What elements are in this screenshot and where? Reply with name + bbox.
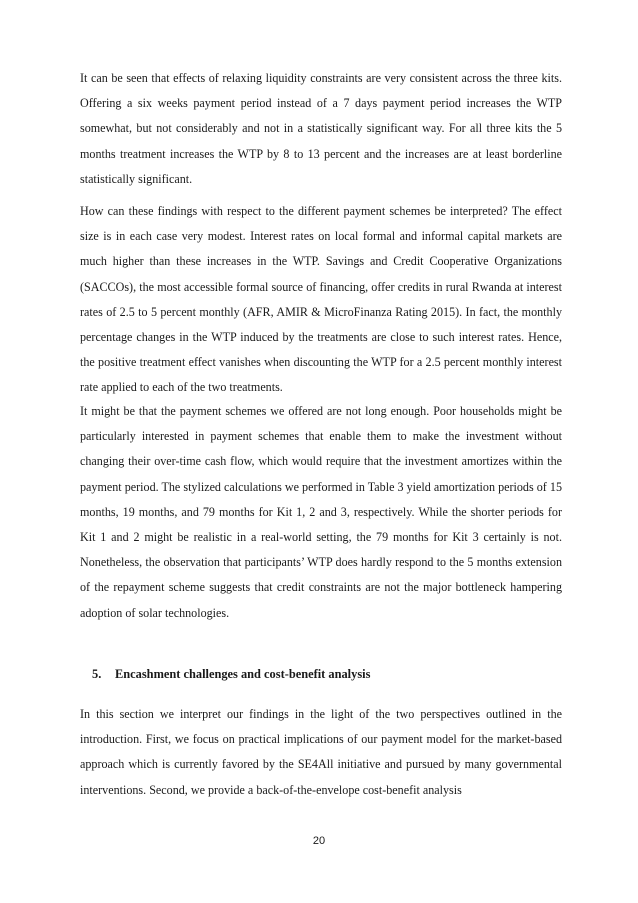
section-title: Encashment challenges and cost-benefit analysis <box>115 667 371 681</box>
page-number: 20 <box>312 835 326 847</box>
section-heading <box>92 662 370 687</box>
body-paragraph-payment-schemes: It might be that the payment schemes we offered are not long enough. Poor households might be particularly interested in payment schemes that enable them to make the investment without changing their over-time cash flow, which would require that the investment amortizes within the payment period. The stylized calculations we performed in Table 3 yield amortization periods of 15 months, 19 months, and 79 months for Kit 1, 2 and 3, respectively. While the shorter periods for Kit 1 and 2 might be realistic in a real-world setting, the 79 months for Kit 3 certainly is not. Nonetheless, the observation that participants’ WTP does hardly respond to the 5 months extension of the repayment scheme suggests that credit constraints are not the major bottleneck hampering adoption of solar technologies. <box>80 404 562 620</box>
body-paragraph-interpretation: How can these findings with respect to the different payment schemes be interpreted? The effect size is in each case very modest. Interest rates on local formal and informal capital markets are much higher than these increases in the WTP. Savings and Credit Cooperative Organizations (SACCOs), the most accessible formal source of financing, offer credits in rural Rwanda at interest rates of 2.5 to 5 percent monthly (AFR, AMIR & MicroFinanza Rating 2015). In fact, the monthly percentage changes in the WTP induced by the treatments are close to such interest rates. Hence, the positive treatment effect vanishes when discounting the WTP for a 2.5 percent monthly interest rate applied to each of the two treatments. <box>80 204 562 395</box>
section-number: 5. <box>92 667 102 681</box>
body-paragraph-liquidity-effects: It can be seen that effects of relaxing liquidity constraints are very consistent across the three kits. Offering a six weeks payment period instead of a 7 days payment period increases the WTP somewhat, but not considerably and not in a statistically significant way. For all three kits the 5 months treatment increases the WTP by 8 to 13 percent and the increases are at least borderline statistically significant. <box>80 71 562 186</box>
body-paragraph-section-intro: In this section we interpret our findings in the light of the two perspectives outlined in the introduction. First, we focus on practical implications of our payment model for the market-based approach which is currently favored by the SE4All initiative and pursued by many governmental interventions. Second, we provide a back-of-the-envelope cost-benefit analysis <box>80 707 562 797</box>
